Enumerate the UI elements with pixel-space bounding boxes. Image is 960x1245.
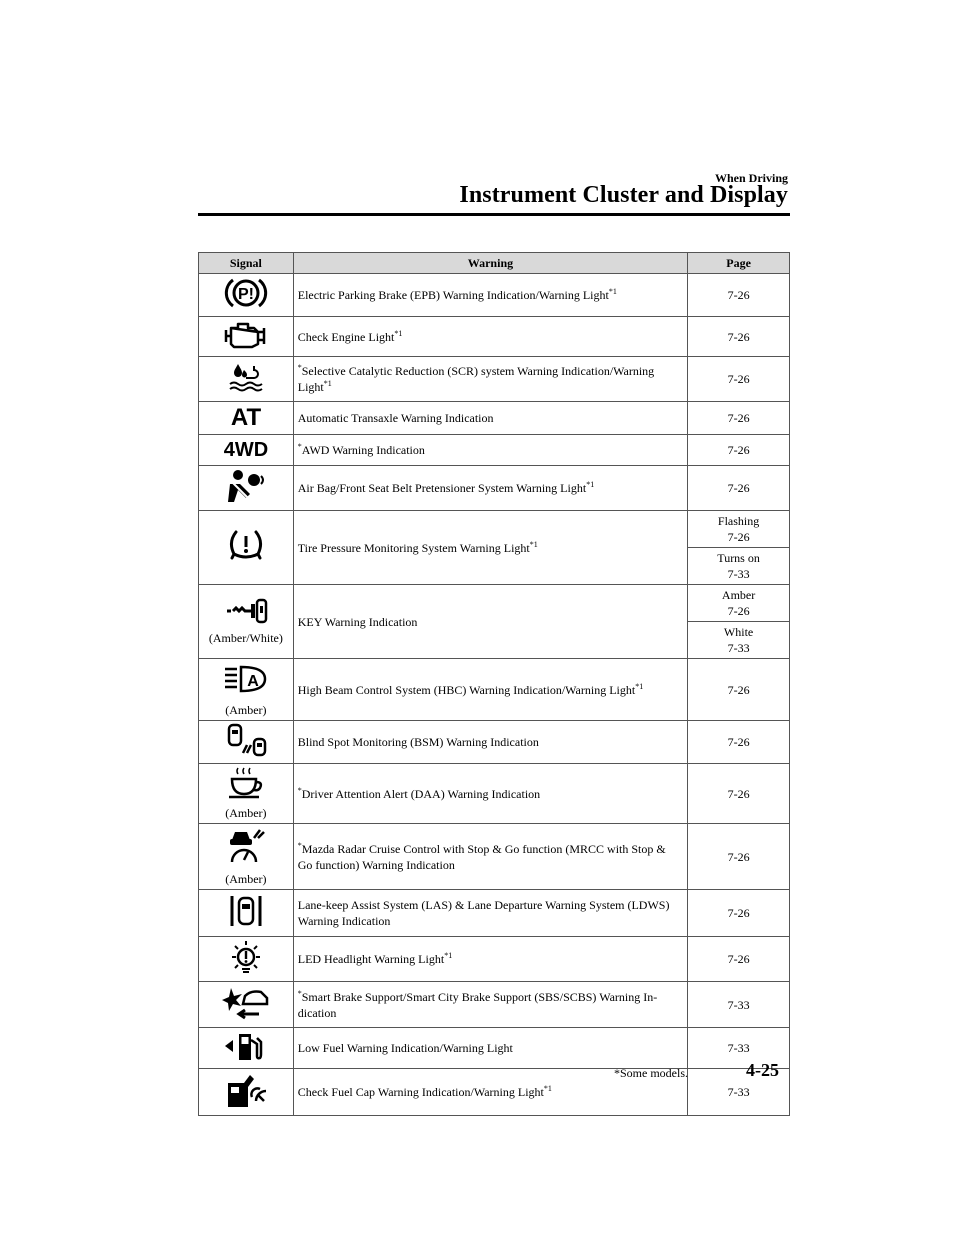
signal-cell <box>199 890 294 937</box>
at-warning-icon <box>203 404 289 432</box>
warning-text: Air Bag/Front Seat Belt Pretensioner System Warning Light <box>297 481 587 495</box>
page-reference: 7-26 <box>727 682 750 697</box>
column-header-warning: Warning <box>293 253 687 274</box>
signal-cell <box>199 466 294 511</box>
scr-warning-icon <box>203 360 289 398</box>
page-reference: 7-26 <box>727 530 750 544</box>
page-title: Instrument Cluster and Display <box>459 182 788 208</box>
page-cell <box>688 721 790 764</box>
svg-text:P!: P! <box>237 286 254 303</box>
table-row <box>199 982 790 1028</box>
footnote-marker: *1 <box>394 328 403 338</box>
page-reference: 7-33 <box>727 1041 750 1055</box>
page-cell <box>688 274 790 317</box>
signal-caption: (Amber/White) <box>208 631 283 645</box>
table-row <box>199 764 790 824</box>
page-cell <box>688 357 790 402</box>
warning-cell <box>293 764 687 824</box>
signal-cell <box>199 659 294 721</box>
signal-cell <box>199 274 294 317</box>
warning-table <box>198 252 790 1116</box>
hbc-warning-icon <box>203 661 289 701</box>
footnote-marker: *1 <box>529 539 538 549</box>
page-reference: 7-33 <box>727 1085 750 1099</box>
warning-text: Mazda Radar Cruise Control with Stop & Go function (MRCC with Stop & Go function) Warning Indication <box>297 841 666 872</box>
signal-caption: (Amber) <box>225 872 267 886</box>
coffee-cup-icon <box>203 766 289 804</box>
svg-text:AT: AT <box>230 404 261 428</box>
warning-text: Low Fuel Warning Indication/Warning Light <box>297 1041 513 1055</box>
signal-cell <box>199 402 294 435</box>
tire-pressure-icon <box>203 528 289 568</box>
warning-cell <box>293 824 687 890</box>
footnote-marker: *1 <box>608 287 617 296</box>
page-reference: 7-26 <box>727 604 750 618</box>
warning-cell <box>293 402 687 435</box>
page-condition: Amber <box>721 588 756 602</box>
warning-cell <box>293 721 687 764</box>
warning-cell <box>293 937 687 982</box>
signal-cell <box>199 824 294 890</box>
page-reference: 7-26 <box>727 329 750 344</box>
svg-text:A: A <box>247 673 259 690</box>
page-condition: Flashing <box>717 514 760 528</box>
some-models-marker: * <box>297 442 302 451</box>
column-header-page: Page <box>688 253 790 274</box>
table-row <box>199 585 790 622</box>
lane-keep-icon <box>203 892 289 934</box>
smart-brake-icon <box>203 986 289 1024</box>
page-reference: 7-26 <box>727 372 750 386</box>
page-reference: 7-26 <box>727 849 750 864</box>
table-row <box>199 274 790 317</box>
table-row <box>199 317 790 357</box>
warning-text: Tire Pressure Monitoring System Warning Light <box>297 540 530 555</box>
warning-cell <box>293 357 687 402</box>
page-cell <box>688 764 790 824</box>
warning-text: LED Headlight Warning Light <box>297 952 445 966</box>
warning-cell <box>293 1028 687 1069</box>
table-row <box>199 937 790 982</box>
warning-cell <box>293 982 687 1028</box>
page-cell <box>688 511 790 548</box>
page-cell <box>688 937 790 982</box>
page-reference: 7-26 <box>727 952 750 966</box>
page-cell <box>688 659 790 721</box>
footnote-marker: *1 <box>586 480 595 489</box>
warning-text: Automatic Transaxle Warning Indication <box>297 411 494 425</box>
footnote-marker: *1 <box>543 1084 552 1093</box>
signal-cell <box>199 1028 294 1069</box>
signal-cell <box>199 511 294 585</box>
mrcc-warning-icon <box>203 826 289 870</box>
warning-cell <box>293 435 687 466</box>
page-reference: 7-33 <box>727 567 750 581</box>
warning-text: High Beam Control System (HBC) Warning Indication/Warning Light <box>297 682 636 697</box>
some-models-marker: * <box>297 840 302 850</box>
page-reference: 7-33 <box>727 641 750 655</box>
warning-text: Check Engine Light <box>297 329 395 344</box>
footnote-marker: *1 <box>323 379 332 388</box>
table-row <box>199 721 790 764</box>
warning-cell <box>293 511 687 585</box>
page-reference: 7-26 <box>727 443 750 457</box>
led-headlight-icon <box>203 939 289 979</box>
warning-cell <box>293 659 687 721</box>
table-row <box>199 890 790 937</box>
warning-text: Driver Attention Alert (DAA) Warning Indication <box>301 786 541 801</box>
page-cell <box>688 890 790 937</box>
page-reference: 7-26 <box>727 735 750 749</box>
fuel-cap-icon <box>203 1071 289 1113</box>
signal-cell <box>199 1069 294 1116</box>
signal-cell <box>199 982 294 1028</box>
svg-text:4WD: 4WD <box>223 439 269 459</box>
signal-caption: (Amber) <box>225 703 267 717</box>
4wd-warning-icon <box>203 437 289 463</box>
page-cell <box>688 622 790 659</box>
warning-text: Lane-keep Assist System (LAS) & Lane Departure Warning System (LDWS) Warning Indication <box>297 898 670 928</box>
warning-text: Check Fuel Cap Warning Indication/Warning Light <box>297 1085 544 1099</box>
warning-cell <box>293 466 687 511</box>
footnote-marker: *1 <box>635 681 644 691</box>
airbag-warning-icon <box>203 468 289 508</box>
signal-cell <box>199 357 294 402</box>
signal-cell <box>199 435 294 466</box>
page-cell <box>688 585 790 622</box>
warning-text: Selective Catalytic Reduction (SCR) system Warning Indication/Warning Light <box>297 364 655 394</box>
signal-cell <box>199 585 294 659</box>
epb-warning-icon <box>203 276 289 314</box>
table-row <box>199 357 790 402</box>
page-reference: 7-26 <box>727 906 750 920</box>
page-cell <box>688 317 790 357</box>
table-row <box>199 435 790 466</box>
warning-text: KEY Warning Indication <box>297 614 418 629</box>
warning-cell <box>293 274 687 317</box>
signal-caption: (Amber) <box>225 806 267 820</box>
warning-cell <box>293 890 687 937</box>
title-rule <box>198 213 790 216</box>
some-models-marker: * <box>297 988 302 998</box>
page-reference: 7-26 <box>727 786 750 801</box>
some-models-marker: * <box>297 363 302 372</box>
page-reference: 7-26 <box>727 481 750 495</box>
warning-text: Blind Spot Monitoring (BSM) Warning Indication <box>297 735 539 749</box>
footnote-marker: *1 <box>444 951 453 960</box>
section-heading: When Driving <box>714 171 788 185</box>
key-warning-icon <box>203 597 289 629</box>
signal-cell <box>199 317 294 357</box>
page-condition: White <box>723 625 754 639</box>
page-cell <box>688 402 790 435</box>
page-cell <box>688 982 790 1028</box>
table-row <box>199 824 790 890</box>
page-reference: 7-33 <box>727 997 750 1012</box>
signal-cell <box>199 721 294 764</box>
warning-text: Smart Brake Support/Smart City Brake Support (SBS/SCBS) Warning In-dication <box>297 989 658 1020</box>
footnote: *Some models. <box>614 1066 688 1080</box>
page-cell <box>688 466 790 511</box>
signal-cell <box>199 764 294 824</box>
low-fuel-icon <box>203 1030 289 1066</box>
page-cell <box>688 548 790 585</box>
table-header-row <box>199 253 790 274</box>
page-number: 4-25 <box>746 1060 779 1080</box>
table-row <box>199 659 790 721</box>
page-condition: Turns on <box>717 551 760 565</box>
check-engine-icon <box>203 320 289 354</box>
table-row <box>199 402 790 435</box>
page-cell <box>688 435 790 466</box>
column-header-signal: Signal <box>199 253 294 274</box>
warning-text: AWD Warning Indication <box>301 443 425 457</box>
page-reference: 7-26 <box>727 411 750 425</box>
warning-cell <box>293 585 687 659</box>
table-row <box>199 511 790 548</box>
table-row <box>199 1028 790 1069</box>
warning-cell <box>293 317 687 357</box>
table-row <box>199 466 790 511</box>
signal-cell <box>199 937 294 982</box>
bsm-warning-icon <box>203 723 289 761</box>
some-models-marker: * <box>297 785 302 795</box>
table-row <box>199 1069 790 1116</box>
page-reference: 7-26 <box>727 288 750 302</box>
warning-text: Electric Parking Brake (EPB) Warning Indication/Warning Light <box>297 288 609 302</box>
page-cell <box>688 824 790 890</box>
